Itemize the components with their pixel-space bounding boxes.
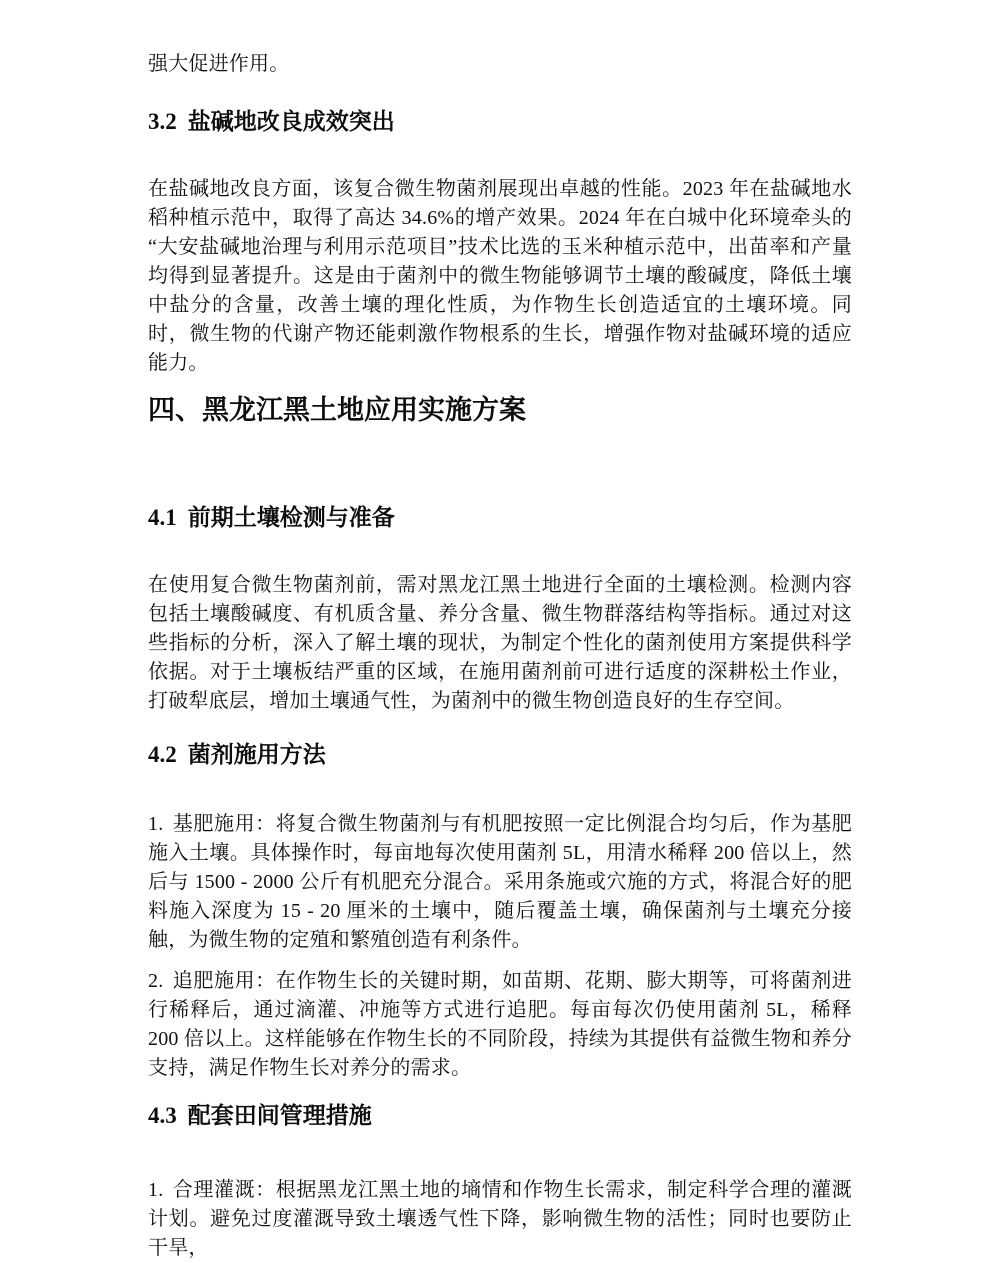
heading-number: 4.3 — [148, 1103, 177, 1128]
paragraph-section-3-2: 在盐碱地改良方面，该复合微生物菌剂展现出卓越的性能。2023 年在盐碱地水稻种植示范中，取得了高达 34.6%的增产效果。2024 年在白城中化环境牵头的“大安盐碱地治理与利用示范项目”技术比选的玉米种植示范中，出苗率和产量均得到显著提升。这是由于菌剂中的微生物能够调节土壤的酸碱度，降低土壤中盐分的含量，改善土壤的理化性质，为作物生长创造适宜的土壤环境。同时，微生物的代谢产物还能刺激作物根系的生长，增强作物对盐碱环境的适应能力。 — [148, 178, 852, 374]
chapter-title: 黑龙江黑土地应用实施方案 — [202, 395, 526, 425]
heading-title: 菌剂施用方法 — [187, 742, 326, 767]
list-item-text: 合理灌溉：根据黑龙江黑土地的墒情和作物生长需求，制定科学合理的灌溉计划。避免过度灌溉导致土壤透气性下降，影响微生物的活性；同时也要防止干旱， — [148, 1179, 852, 1259]
list-item-text: 追肥施用：在作物生长的关键时期，如苗期、花期、膨大期等，可将菌剂进行稀释后，通过滴灌、冲施等方式进行追肥。每亩每次仍使用菌剂 5L，稀释 200 倍以上。这样能够在作物生长的不同阶段，持续为其提供有益微生物和养分支持，满足作物生长对养分的需求。 — [148, 970, 852, 1079]
list-marker: 1. — [148, 1179, 164, 1201]
heading-section-4-3 — [148, 1101, 852, 1131]
continuation-paragraph: 强大促进作用。 — [148, 53, 290, 75]
heading-title: 盐碱地改良成效突出 — [187, 109, 395, 134]
heading-section-4-2 — [148, 740, 852, 770]
heading-title: 前期土壤检测与准备 — [187, 505, 395, 530]
list-item-text: 基肥施用：将复合微生物菌剂与有机肥按照一定比例混合均匀后，作为基肥施入土壤。具体操作时，每亩地每次使用菌剂 5L，用清水稀释 200 倍以上，然后与 1500 - 2000 公斤有机肥充分混合。采用条施或穴施的方式，将混合好的肥料施入深度为 15 - 20 厘米的土壤中，随后覆盖土壤，确保菌剂与土壤充分接触，为微生物的定殖和繁殖创造有利条件。 — [148, 813, 852, 951]
list-item-rational-irrigation — [148, 1176, 852, 1263]
heading-number: 3.2 — [148, 109, 177, 134]
paragraph-section-4-1: 在使用复合微生物菌剂前，需对黑龙江黑土地进行全面的土壤检测。检测内容包括土壤酸碱度、有机质含量、养分含量、微生物群落结构等指标。通过对这些指标的分析，深入了解土壤的现状，为制定个性化的菌剂使用方案提供科学依据。对于土壤板结严重的区域，在施用菌剂前可进行适度的深耕松土作业，打破犁底层，增加土壤通气性，为菌剂中的微生物创造良好的生存空间。 — [148, 574, 852, 712]
chapter-number: 四、 — [148, 395, 202, 425]
list-marker: 2. — [148, 970, 164, 992]
heading-section-4-1 — [148, 503, 852, 533]
list-item-basal-application — [148, 810, 852, 955]
heading-number: 4.2 — [148, 742, 177, 767]
list-item-topdressing-application — [148, 967, 852, 1083]
heading-section-3-2 — [148, 107, 852, 137]
heading-title: 配套田间管理措施 — [187, 1103, 372, 1128]
list-marker: 1. — [148, 813, 164, 835]
heading-chapter-4 — [148, 392, 852, 428]
heading-number: 4.1 — [148, 505, 177, 530]
